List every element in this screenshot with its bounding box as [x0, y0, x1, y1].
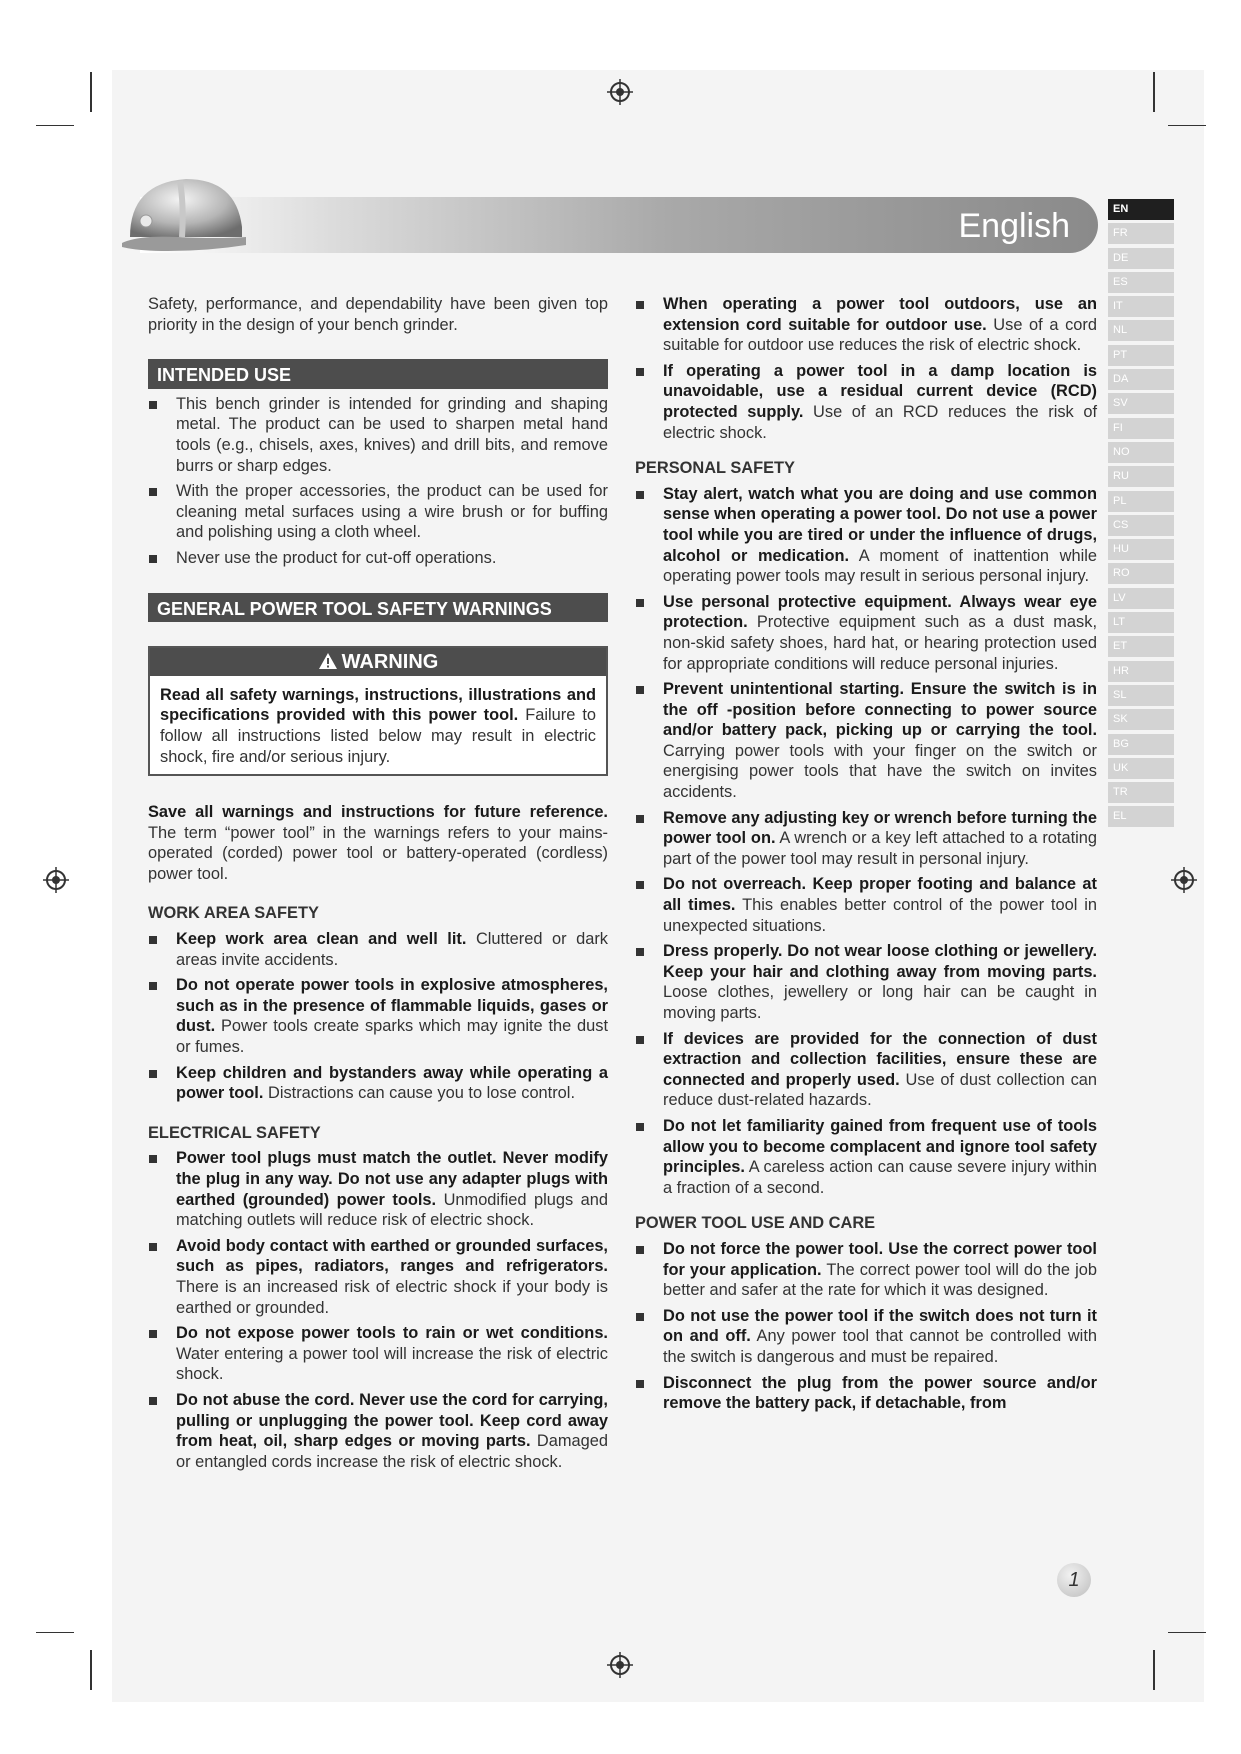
- crop-mark: [90, 1650, 92, 1690]
- save-note-text: The term “power tool” in the warnings refers to your mains-operated (corded) power tool or battery-operated (cordless) power tool.: [148, 823, 608, 883]
- language-tab-lv[interactable]: LV: [1108, 588, 1174, 609]
- registration-mark-icon: [1171, 867, 1197, 893]
- crop-mark: [1168, 125, 1206, 126]
- warning-box: [148, 646, 608, 776]
- list-item-bold: When operating a power tool outdoors, use an extension cord suitable for outdoor use.: [663, 295, 1097, 334]
- list-item-text: A wrench or a key left attached to a rotating part of the power tool may result in personal injury.: [663, 829, 1097, 868]
- list-item: [148, 1148, 608, 1230]
- list-item: [635, 484, 1097, 587]
- list-item-text: Use of dust collection can reduce dust-related hazards.: [663, 1070, 1097, 1110]
- list-item: [148, 1390, 608, 1472]
- section-heading: INTENDED USE: [148, 359, 608, 389]
- list-item-text: Loose clothes, jewellery or long hair can be caught in moving parts.: [663, 983, 1097, 1022]
- list-item: [635, 1116, 1097, 1198]
- list-item-bold: Do not let familiarity gained from frequent use of tools allow you to become complacent and ignore tool safety principles.: [663, 1116, 1097, 1177]
- list-item-text: Use of an RCD reduces the risk of electric shock.: [663, 402, 1098, 442]
- list-item-text: There is an increased risk of electric shock if your body is earthed or grounded.: [176, 1277, 608, 1317]
- language-tabs: [1108, 199, 1174, 831]
- right-column: [635, 294, 1097, 1414]
- list-item: [635, 1029, 1097, 1111]
- crop-mark: [90, 72, 92, 112]
- registration-mark-icon: [607, 79, 633, 105]
- language-tab-fr[interactable]: FR: [1108, 223, 1174, 244]
- list-item-text: This enables better control of the power tool in unexpected situations.: [663, 896, 1097, 935]
- list-item: [635, 808, 1097, 870]
- crop-mark: [1153, 1650, 1155, 1690]
- subsection-heading: WORK AREA SAFETY: [148, 904, 319, 923]
- list-item-bold: Stay alert, watch what you are doing and use common sense when operating a power tool. Do not use a power tool while you are tired or under the influence of drugs, alcohol or medication.: [663, 484, 1097, 565]
- list-item: [148, 975, 608, 1057]
- list-item-bold: Do not expose power tools to rain or wet conditions.: [176, 1324, 608, 1343]
- list-item-text: Carrying power tools with your finger on the switch or energising power tools that have the switch on invites accidents.: [663, 741, 1097, 802]
- list-item: [148, 929, 608, 970]
- warning-title: WARNING: [341, 651, 439, 674]
- list-item-text: The correct power tool will do the job better and safer at the rate for which it was designed.: [663, 1260, 1097, 1300]
- intro-text: Safety, performance, and dependability have been given top priority in the design of your bench grinder.: [148, 295, 608, 334]
- language-tab-ru[interactable]: RU: [1108, 466, 1174, 487]
- warning-text: Failure to follow all instructions listed below may result in electric shock, fire and/or serious injury.: [160, 706, 596, 766]
- list-item-bold: Do not abuse the cord. Never use the cord for carrying, pulling or unplugging the power tool. Keep cord away from heat, oil, sharp edges or moving parts.: [176, 1390, 608, 1451]
- list-item: [148, 1323, 608, 1385]
- list-item-text: Cluttered or dark areas invite accidents.: [176, 930, 608, 969]
- list-item-bold: Keep children and bystanders away while operating a power tool.: [176, 1063, 608, 1103]
- list-item-bold: If devices are provided for the connection of dust extraction and collection facilities, ensure these are connected and properly used.: [663, 1029, 1097, 1089]
- list-item: [635, 1373, 1097, 1414]
- list-item: [635, 592, 1097, 674]
- electrical-continued-list: [635, 294, 1097, 443]
- list-item: With the proper accessories, the product can be used for cleaning metal surfaces using a wire brush or for buffing and polishing using a cloth wheel.: [148, 481, 608, 543]
- list-item-text: A careless action can cause severe injury within a fraction of a second.: [663, 1158, 1097, 1197]
- language-tab-en[interactable]: EN: [1108, 199, 1174, 220]
- language-tab-et[interactable]: ET: [1108, 636, 1174, 657]
- list-item-bold: Do not force the power tool. Use the correct power tool for your application.: [663, 1239, 1097, 1279]
- warning-body: [150, 676, 606, 774]
- list-item-bold: Disconnect the plug from the power source and/or remove the battery pack, if detachable, from: [663, 1373, 1097, 1413]
- language-tab-tr[interactable]: TR: [1108, 782, 1174, 803]
- crop-mark: [1153, 72, 1155, 112]
- list-item: [635, 1239, 1097, 1301]
- crop-mark: [36, 1632, 74, 1633]
- subsection-heading: POWER TOOL USE AND CARE: [635, 1214, 876, 1233]
- list-item: Never use the product for cut-off operations.: [148, 548, 608, 569]
- registration-mark-icon: [607, 1652, 633, 1678]
- save-note-bold: Save all warnings and instructions for future reference.: [148, 803, 608, 822]
- language-tab-da[interactable]: DA: [1108, 369, 1174, 390]
- language-tab-hr[interactable]: HR: [1108, 661, 1174, 682]
- crop-mark: [1168, 1632, 1206, 1633]
- language-tab-sk[interactable]: SK: [1108, 709, 1174, 730]
- tool-use-list: [635, 1239, 1097, 1414]
- list-item-text: Use of a cord suitable for outdoor use reduces the risk of electric shock.: [663, 315, 1097, 355]
- list-item-text: A moment of inattention while operating power tools may result in serious personal injury.: [663, 546, 1097, 586]
- subsection-heading: ELECTRICAL SAFETY: [148, 1123, 321, 1142]
- list-item: [635, 361, 1097, 443]
- crop-mark: [36, 125, 74, 126]
- hard-hat-icon: [118, 165, 248, 260]
- list-item: [635, 941, 1097, 1023]
- list-item-text: Unmodified plugs and matching outlets will reduce risk of electric shock.: [176, 1190, 608, 1230]
- language-tab-pt[interactable]: PT: [1108, 345, 1174, 366]
- language-tab-ro[interactable]: RO: [1108, 563, 1174, 584]
- language-tab-de[interactable]: DE: [1108, 248, 1174, 269]
- language-tab-lt[interactable]: LT: [1108, 612, 1174, 633]
- language-tab-uk[interactable]: UK: [1108, 758, 1174, 779]
- list-item-text: Water entering a power tool will increase the risk of electric shock.: [176, 1344, 608, 1384]
- save-note: [148, 802, 608, 884]
- list-item-text: Damaged or entangled cords increase the risk of electric shock.: [176, 1432, 608, 1471]
- intended-use-list: [148, 394, 608, 569]
- list-item: [148, 1063, 608, 1104]
- page-number: 1: [1057, 1563, 1091, 1597]
- left-column: [148, 294, 608, 1472]
- language-tab-no[interactable]: NO: [1108, 442, 1174, 463]
- list-item-bold: Do not overreach. Keep proper footing and balance at all times.: [663, 875, 1097, 915]
- list-item: This bench grinder is intended for grinding and shaping metal. The product can be used to sharpen metal hand tools (e.g., chisels, axes, knives) and drill bits, and remove burrs or sharp edges.: [148, 394, 608, 476]
- language-tab-it[interactable]: IT: [1108, 296, 1174, 317]
- list-item-text: Any power tool that cannot be controlled with the switch is dangerous and must be repaired.: [663, 1327, 1097, 1366]
- language-tab-es[interactable]: ES: [1108, 272, 1174, 293]
- language-banner: [140, 197, 1098, 253]
- language-tab-bg[interactable]: BG: [1108, 734, 1174, 755]
- language-tab-nl[interactable]: NL: [1108, 320, 1174, 341]
- language-tab-fi[interactable]: FI: [1108, 418, 1174, 439]
- work-area-list: [148, 929, 608, 1104]
- language-tab-pl[interactable]: PL: [1108, 491, 1174, 512]
- list-item-bold: Dress properly. Do not wear loose clothing or jewellery. Keep your hair and clothing away from moving parts.: [663, 942, 1097, 981]
- registration-mark-icon: [43, 867, 69, 893]
- list-item-bold: Prevent unintentional starting. Ensure the switch is in the off -position before connecting to power source and/or battery pack, picking up or carrying the tool.: [663, 680, 1097, 740]
- list-item: [635, 679, 1097, 803]
- language-tab-hu[interactable]: HU: [1108, 539, 1174, 560]
- language-tab-el[interactable]: EL: [1108, 806, 1174, 827]
- list-item-bold: Do not use the power tool if the switch does not turn it on and off.: [663, 1306, 1097, 1346]
- warning-bold-text: Read all safety warnings, instructions, illustrations and specifications provided with this power tool.: [160, 685, 596, 725]
- warning-header: [150, 648, 606, 676]
- warning-triangle-icon: [318, 652, 338, 670]
- list-item-text: Protective equipment such as a dust mask, non-skid safety shoes, hard hat, or hearing protection used for appropriate conditions will reduce personal injuries.: [663, 613, 1097, 673]
- list-item-bold: Use personal protective equipment. Always wear eye protection.: [663, 592, 1097, 632]
- list-item-bold: Do not operate power tools in explosive atmospheres, such as in the presence of flammable liquids, gases or dust.: [176, 976, 608, 1036]
- section-heading: GENERAL POWER TOOL SAFETY WARNINGS: [148, 593, 608, 623]
- personal-safety-list: [635, 484, 1097, 1199]
- list-item-text: Power tools create sparks which may ignite the dust or fumes.: [176, 1017, 608, 1057]
- list-item-bold: Avoid body contact with earthed or grounded surfaces, such as pipes, radiators, ranges and refrigerators.: [176, 1236, 608, 1276]
- language-tab-sl[interactable]: SL: [1108, 685, 1174, 706]
- list-item-bold: Keep work area clean and well lit.: [176, 930, 467, 949]
- electrical-list: [148, 1148, 608, 1472]
- list-item: [635, 1306, 1097, 1368]
- language-title: English: [958, 207, 1070, 245]
- list-item-text: Distractions can cause you to lose control.: [263, 1084, 575, 1103]
- list-item: [148, 1236, 608, 1318]
- language-tab-cs[interactable]: CS: [1108, 515, 1174, 536]
- language-tab-sv[interactable]: SV: [1108, 393, 1174, 414]
- list-item-bold: Remove any adjusting key or wrench before turning the power tool on.: [663, 808, 1097, 848]
- list-item: [635, 874, 1097, 936]
- list-item-bold: Power tool plugs must match the outlet. Never modify the plug in any way. Do not use any adapter plugs with earthed (grounded) power tools.: [176, 1149, 608, 1209]
- subsection-heading: PERSONAL SAFETY: [635, 459, 795, 478]
- list-item: [635, 294, 1097, 356]
- list-item-bold: If operating a power tool in a damp location is unavoidable, use a residual current device (RCD) protected supply.: [663, 361, 1097, 421]
